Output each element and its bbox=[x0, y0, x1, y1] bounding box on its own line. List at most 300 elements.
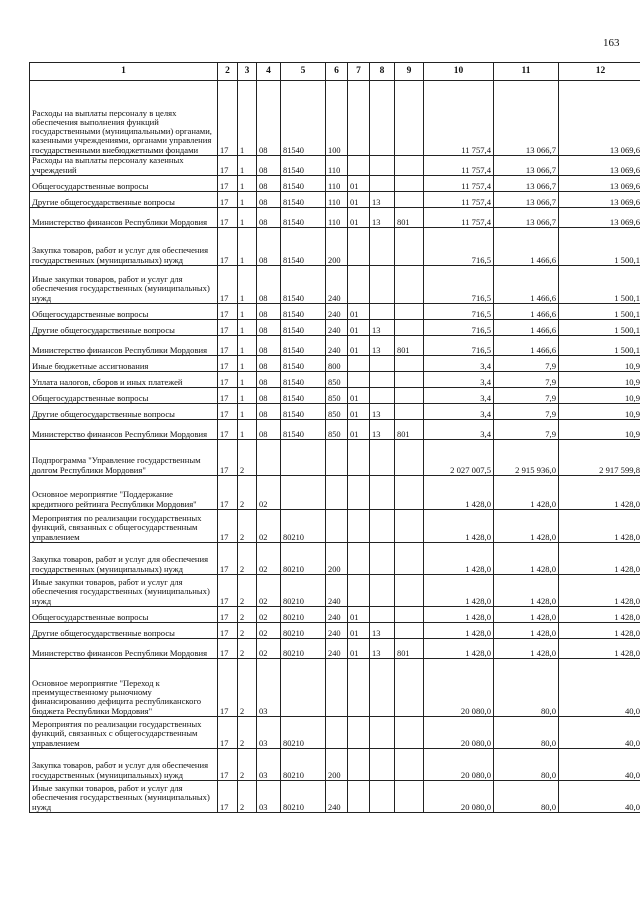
code-cell-9 bbox=[395, 510, 424, 543]
code-cell-2: 17 bbox=[218, 208, 238, 228]
code-cell-5: 81540 bbox=[281, 420, 326, 440]
code-cell-6: 200 bbox=[326, 543, 348, 575]
code-cell-4: 08 bbox=[257, 404, 281, 420]
code-cell-2: 17 bbox=[218, 81, 238, 156]
code-cell-7 bbox=[348, 543, 370, 575]
code-cell-7 bbox=[348, 510, 370, 543]
code-cell-6: 240 bbox=[326, 304, 348, 320]
code-cell-7: 01 bbox=[348, 420, 370, 440]
amount-cell-11: 1 466,6 bbox=[494, 228, 559, 266]
code-cell-6: 240 bbox=[326, 575, 348, 607]
code-cell-5: 80210 bbox=[281, 717, 326, 749]
code-cell-4: 08 bbox=[257, 420, 281, 440]
row-name-cell: Основное мероприятие "Переход к преимущественному рыночному финансированию дефицита республиканского бюджета Республики Мордовия" bbox=[30, 659, 218, 717]
code-cell-3: 1 bbox=[238, 356, 257, 372]
amount-cell-11: 80,0 bbox=[494, 717, 559, 749]
code-cell-3: 1 bbox=[238, 336, 257, 356]
code-cell-2: 17 bbox=[218, 320, 238, 336]
row-name-cell: Другие общегосударственные вопросы bbox=[30, 404, 218, 420]
code-cell-9 bbox=[395, 623, 424, 639]
code-cell-4: 08 bbox=[257, 176, 281, 192]
table-row bbox=[30, 372, 640, 388]
code-cell-3: 1 bbox=[238, 420, 257, 440]
code-cell-4: 02 bbox=[257, 639, 281, 659]
amount-cell-11: 80,0 bbox=[494, 659, 559, 717]
code-cell-6: 110 bbox=[326, 176, 348, 192]
code-cell-2: 17 bbox=[218, 336, 238, 356]
code-cell-8 bbox=[370, 388, 395, 404]
code-cell-9 bbox=[395, 176, 424, 192]
amount-cell-12: 1 500,1 bbox=[559, 320, 640, 336]
table-row bbox=[30, 440, 640, 476]
amount-cell-12: 13 069,6 bbox=[559, 176, 640, 192]
code-cell-8 bbox=[370, 575, 395, 607]
code-cell-4: 08 bbox=[257, 304, 281, 320]
code-cell-9: 801 bbox=[395, 208, 424, 228]
amount-cell-11: 80,0 bbox=[494, 749, 559, 781]
code-cell-9: 801 bbox=[395, 336, 424, 356]
column-header: 11 bbox=[494, 63, 559, 81]
amount-cell-10: 1 428,0 bbox=[424, 623, 494, 639]
code-cell-5: 81540 bbox=[281, 156, 326, 176]
amount-cell-12: 1 428,0 bbox=[559, 639, 640, 659]
amount-cell-10: 3,4 bbox=[424, 420, 494, 440]
amount-cell-12: 1 428,0 bbox=[559, 543, 640, 575]
code-cell-9 bbox=[395, 320, 424, 336]
code-cell-2: 17 bbox=[218, 476, 238, 510]
amount-cell-12: 10,9 bbox=[559, 420, 640, 440]
code-cell-7 bbox=[348, 781, 370, 813]
code-cell-9 bbox=[395, 440, 424, 476]
code-cell-4: 08 bbox=[257, 228, 281, 266]
code-cell-6: 850 bbox=[326, 420, 348, 440]
row-name-cell: Общегосударственные вопросы bbox=[30, 607, 218, 623]
code-cell-7 bbox=[348, 440, 370, 476]
code-cell-4: 02 bbox=[257, 607, 281, 623]
code-cell-8 bbox=[370, 156, 395, 176]
code-cell-5: 81540 bbox=[281, 404, 326, 420]
code-cell-3: 2 bbox=[238, 623, 257, 639]
code-cell-3: 1 bbox=[238, 81, 257, 156]
code-cell-9 bbox=[395, 81, 424, 156]
amount-cell-11: 1 428,0 bbox=[494, 623, 559, 639]
column-header: 1 bbox=[30, 63, 218, 81]
table-row bbox=[30, 543, 640, 575]
table-row bbox=[30, 575, 640, 607]
code-cell-2: 17 bbox=[218, 717, 238, 749]
row-name-cell: Иные закупки товаров, работ и услуг для обеспечения государственных (муниципальных) нужд bbox=[30, 266, 218, 304]
code-cell-3: 2 bbox=[238, 717, 257, 749]
table-row bbox=[30, 420, 640, 440]
amount-cell-12: 1 428,0 bbox=[559, 575, 640, 607]
column-header: 12 bbox=[559, 63, 640, 81]
code-cell-5: 80210 bbox=[281, 749, 326, 781]
amount-cell-10: 1 428,0 bbox=[424, 607, 494, 623]
code-cell-2: 17 bbox=[218, 440, 238, 476]
code-cell-5: 80210 bbox=[281, 607, 326, 623]
amount-cell-10: 2 027 007,5 bbox=[424, 440, 494, 476]
amount-cell-10: 1 428,0 bbox=[424, 575, 494, 607]
table-header-row bbox=[30, 63, 640, 81]
code-cell-7: 01 bbox=[348, 388, 370, 404]
code-cell-5: 81540 bbox=[281, 192, 326, 208]
code-cell-7 bbox=[348, 717, 370, 749]
code-cell-2: 17 bbox=[218, 156, 238, 176]
code-cell-3: 1 bbox=[238, 304, 257, 320]
amount-cell-10: 11 757,4 bbox=[424, 81, 494, 156]
code-cell-2: 17 bbox=[218, 659, 238, 717]
code-cell-5: 81540 bbox=[281, 81, 326, 156]
amount-cell-12: 1 500,1 bbox=[559, 304, 640, 320]
code-cell-4: 08 bbox=[257, 156, 281, 176]
code-cell-7 bbox=[348, 81, 370, 156]
amount-cell-11: 2 915 936,0 bbox=[494, 440, 559, 476]
code-cell-8 bbox=[370, 304, 395, 320]
code-cell-9 bbox=[395, 476, 424, 510]
amount-cell-11: 13 066,7 bbox=[494, 176, 559, 192]
amount-cell-11: 1 428,0 bbox=[494, 510, 559, 543]
amount-cell-10: 11 757,4 bbox=[424, 208, 494, 228]
code-cell-8: 13 bbox=[370, 208, 395, 228]
code-cell-2: 17 bbox=[218, 372, 238, 388]
amount-cell-11: 13 066,7 bbox=[494, 156, 559, 176]
code-cell-3: 1 bbox=[238, 156, 257, 176]
code-cell-4: 02 bbox=[257, 575, 281, 607]
code-cell-5: 81540 bbox=[281, 176, 326, 192]
amount-cell-12: 10,9 bbox=[559, 404, 640, 420]
code-cell-6: 240 bbox=[326, 781, 348, 813]
amount-cell-10: 3,4 bbox=[424, 388, 494, 404]
code-cell-3: 2 bbox=[238, 543, 257, 575]
code-cell-6: 200 bbox=[326, 228, 348, 266]
amount-cell-10: 1 428,0 bbox=[424, 510, 494, 543]
row-name-cell: Расходы на выплаты персоналу казенных учреждений bbox=[30, 156, 218, 176]
code-cell-6: 800 bbox=[326, 356, 348, 372]
amount-cell-10: 716,5 bbox=[424, 304, 494, 320]
code-cell-2: 17 bbox=[218, 304, 238, 320]
code-cell-6: 240 bbox=[326, 639, 348, 659]
code-cell-5: 80210 bbox=[281, 623, 326, 639]
row-name-cell: Министерство финансов Республики Мордовия bbox=[30, 336, 218, 356]
amount-cell-11: 7,9 bbox=[494, 372, 559, 388]
code-cell-8: 13 bbox=[370, 623, 395, 639]
code-cell-5: 81540 bbox=[281, 304, 326, 320]
table-row bbox=[30, 208, 640, 228]
code-cell-8: 13 bbox=[370, 192, 395, 208]
code-cell-5: 81540 bbox=[281, 208, 326, 228]
code-cell-4: 03 bbox=[257, 717, 281, 749]
code-cell-8 bbox=[370, 440, 395, 476]
code-cell-8: 13 bbox=[370, 420, 395, 440]
code-cell-3: 1 bbox=[238, 228, 257, 266]
code-cell-7 bbox=[348, 659, 370, 717]
code-cell-3: 2 bbox=[238, 659, 257, 717]
code-cell-4: 08 bbox=[257, 372, 281, 388]
code-cell-7: 01 bbox=[348, 320, 370, 336]
code-cell-9 bbox=[395, 575, 424, 607]
column-header: 3 bbox=[238, 63, 257, 81]
code-cell-4: 08 bbox=[257, 320, 281, 336]
code-cell-5 bbox=[281, 659, 326, 717]
amount-cell-11: 1 428,0 bbox=[494, 575, 559, 607]
amount-cell-10: 1 428,0 bbox=[424, 476, 494, 510]
row-name-cell: Расходы на выплаты персоналу в целях обеспечения выполнения функций государственными (муниципальными) органами, казенными учреждениями, органами управления государственными внебюджетными фондами bbox=[30, 81, 218, 156]
row-name-cell: Иные закупки товаров, работ и услуг для обеспечения государственных (муниципальных) нужд bbox=[30, 781, 218, 813]
table-row bbox=[30, 81, 640, 156]
code-cell-6: 240 bbox=[326, 607, 348, 623]
code-cell-5: 81540 bbox=[281, 388, 326, 404]
amount-cell-11: 7,9 bbox=[494, 420, 559, 440]
amount-cell-11: 80,0 bbox=[494, 781, 559, 813]
code-cell-4: 08 bbox=[257, 81, 281, 156]
code-cell-6: 110 bbox=[326, 156, 348, 176]
code-cell-8 bbox=[370, 266, 395, 304]
code-cell-2: 17 bbox=[218, 510, 238, 543]
column-header: 8 bbox=[370, 63, 395, 81]
code-cell-7 bbox=[348, 749, 370, 781]
row-name-cell: Закупка товаров, работ и услуг для обеспечения государственных (муниципальных) нужд bbox=[30, 749, 218, 781]
code-cell-4: 08 bbox=[257, 388, 281, 404]
code-cell-2: 17 bbox=[218, 607, 238, 623]
code-cell-3: 2 bbox=[238, 575, 257, 607]
table-row bbox=[30, 156, 640, 176]
amount-cell-11: 7,9 bbox=[494, 404, 559, 420]
page-number: 163 bbox=[603, 37, 620, 49]
row-name-cell: Другие общегосударственные вопросы bbox=[30, 623, 218, 639]
code-cell-9 bbox=[395, 228, 424, 266]
amount-cell-12: 10,9 bbox=[559, 372, 640, 388]
code-cell-3: 1 bbox=[238, 176, 257, 192]
code-cell-5: 81540 bbox=[281, 336, 326, 356]
code-cell-8 bbox=[370, 81, 395, 156]
amount-cell-10: 716,5 bbox=[424, 336, 494, 356]
code-cell-6: 240 bbox=[326, 336, 348, 356]
amount-cell-11: 1 466,6 bbox=[494, 320, 559, 336]
code-cell-8 bbox=[370, 476, 395, 510]
code-cell-4: 03 bbox=[257, 659, 281, 717]
table-row bbox=[30, 639, 640, 659]
table-row bbox=[30, 781, 640, 813]
code-cell-9 bbox=[395, 543, 424, 575]
code-cell-7: 01 bbox=[348, 336, 370, 356]
table-row bbox=[30, 717, 640, 749]
amount-cell-10: 11 757,4 bbox=[424, 156, 494, 176]
code-cell-4: 08 bbox=[257, 208, 281, 228]
amount-cell-12: 13 069,6 bbox=[559, 81, 640, 156]
row-name-cell: Закупка товаров, работ и услуг для обеспечения государственных (муниципальных) нужд bbox=[30, 543, 218, 575]
amount-cell-10: 1 428,0 bbox=[424, 639, 494, 659]
table-row bbox=[30, 228, 640, 266]
amount-cell-11: 1 428,0 bbox=[494, 543, 559, 575]
table-row bbox=[30, 304, 640, 320]
code-cell-2: 17 bbox=[218, 356, 238, 372]
table-row bbox=[30, 607, 640, 623]
code-cell-9 bbox=[395, 156, 424, 176]
table-row bbox=[30, 659, 640, 717]
code-cell-9: 801 bbox=[395, 639, 424, 659]
row-name-cell: Министерство финансов Республики Мордовия bbox=[30, 208, 218, 228]
row-name-cell: Другие общегосударственные вопросы bbox=[30, 192, 218, 208]
code-cell-7 bbox=[348, 476, 370, 510]
table-row bbox=[30, 336, 640, 356]
table-row bbox=[30, 356, 640, 372]
amount-cell-10: 11 757,4 bbox=[424, 192, 494, 208]
code-cell-7: 01 bbox=[348, 304, 370, 320]
amount-cell-12: 13 069,6 bbox=[559, 156, 640, 176]
code-cell-3: 1 bbox=[238, 320, 257, 336]
code-cell-4: 08 bbox=[257, 192, 281, 208]
code-cell-5: 81540 bbox=[281, 266, 326, 304]
table-row bbox=[30, 320, 640, 336]
row-name-cell: Другие общегосударственные вопросы bbox=[30, 320, 218, 336]
row-name-cell: Мероприятия по реализации государственных функций, связанных с общегосударственным управлением bbox=[30, 717, 218, 749]
code-cell-2: 17 bbox=[218, 388, 238, 404]
amount-cell-12: 1 428,0 bbox=[559, 476, 640, 510]
amount-cell-10: 716,5 bbox=[424, 266, 494, 304]
code-cell-6: 850 bbox=[326, 388, 348, 404]
code-cell-2: 17 bbox=[218, 781, 238, 813]
code-cell-5: 81540 bbox=[281, 356, 326, 372]
row-name-cell: Иные бюджетные ассигнования bbox=[30, 356, 218, 372]
amount-cell-11: 1 428,0 bbox=[494, 639, 559, 659]
code-cell-8 bbox=[370, 781, 395, 813]
table-row bbox=[30, 476, 640, 510]
amount-cell-10: 20 080,0 bbox=[424, 749, 494, 781]
code-cell-3: 2 bbox=[238, 440, 257, 476]
code-cell-2: 17 bbox=[218, 749, 238, 781]
amount-cell-11: 13 066,7 bbox=[494, 208, 559, 228]
amount-cell-12: 1 428,0 bbox=[559, 607, 640, 623]
code-cell-8 bbox=[370, 356, 395, 372]
code-cell-3: 2 bbox=[238, 510, 257, 543]
amount-cell-10: 3,4 bbox=[424, 404, 494, 420]
code-cell-4: 02 bbox=[257, 510, 281, 543]
column-header: 6 bbox=[326, 63, 348, 81]
column-header: 7 bbox=[348, 63, 370, 81]
code-cell-3: 1 bbox=[238, 266, 257, 304]
row-name-cell: Министерство финансов Республики Мордовия bbox=[30, 420, 218, 440]
code-cell-9 bbox=[395, 388, 424, 404]
amount-cell-12: 2 917 599,8 bbox=[559, 440, 640, 476]
code-cell-2: 17 bbox=[218, 543, 238, 575]
code-cell-3: 2 bbox=[238, 639, 257, 659]
column-header: 4 bbox=[257, 63, 281, 81]
row-name-cell: Общегосударственные вопросы bbox=[30, 304, 218, 320]
code-cell-2: 17 bbox=[218, 404, 238, 420]
code-cell-6: 200 bbox=[326, 749, 348, 781]
column-header: 2 bbox=[218, 63, 238, 81]
row-name-cell: Подпрограмма "Управление государственным долгом Республики Мордовия" bbox=[30, 440, 218, 476]
code-cell-6: 100 bbox=[326, 81, 348, 156]
amount-cell-10: 716,5 bbox=[424, 320, 494, 336]
code-cell-7: 01 bbox=[348, 623, 370, 639]
code-cell-3: 1 bbox=[238, 404, 257, 420]
code-cell-8 bbox=[370, 176, 395, 192]
code-cell-6: 240 bbox=[326, 623, 348, 639]
code-cell-7 bbox=[348, 228, 370, 266]
code-cell-7: 01 bbox=[348, 639, 370, 659]
amount-cell-12: 1 500,1 bbox=[559, 228, 640, 266]
code-cell-5: 81540 bbox=[281, 372, 326, 388]
code-cell-8 bbox=[370, 228, 395, 266]
amount-cell-12: 40,0 bbox=[559, 749, 640, 781]
code-cell-6 bbox=[326, 659, 348, 717]
code-cell-7 bbox=[348, 266, 370, 304]
code-cell-5: 81540 bbox=[281, 228, 326, 266]
code-cell-3: 2 bbox=[238, 749, 257, 781]
row-name-cell: Общегосударственные вопросы bbox=[30, 388, 218, 404]
amount-cell-10: 20 080,0 bbox=[424, 717, 494, 749]
code-cell-3: 1 bbox=[238, 372, 257, 388]
code-cell-9 bbox=[395, 266, 424, 304]
amount-cell-11: 7,9 bbox=[494, 388, 559, 404]
code-cell-2: 17 bbox=[218, 228, 238, 266]
table-row bbox=[30, 176, 640, 192]
column-header: 10 bbox=[424, 63, 494, 81]
amount-cell-12: 10,9 bbox=[559, 388, 640, 404]
code-cell-8 bbox=[370, 510, 395, 543]
amount-cell-11: 1 428,0 bbox=[494, 607, 559, 623]
amount-cell-10: 716,5 bbox=[424, 228, 494, 266]
code-cell-3: 2 bbox=[238, 476, 257, 510]
code-cell-9: 801 bbox=[395, 420, 424, 440]
table-row bbox=[30, 192, 640, 208]
table-row bbox=[30, 266, 640, 304]
amount-cell-11: 13 066,7 bbox=[494, 192, 559, 208]
code-cell-7 bbox=[348, 372, 370, 388]
code-cell-5: 80210 bbox=[281, 510, 326, 543]
code-cell-7 bbox=[348, 356, 370, 372]
code-cell-6: 110 bbox=[326, 208, 348, 228]
code-cell-5: 80210 bbox=[281, 575, 326, 607]
amount-cell-10: 11 757,4 bbox=[424, 176, 494, 192]
code-cell-2: 17 bbox=[218, 623, 238, 639]
row-name-cell: Уплата налогов, сборов и иных платежей bbox=[30, 372, 218, 388]
amount-cell-12: 40,0 bbox=[559, 659, 640, 717]
code-cell-6: 850 bbox=[326, 372, 348, 388]
column-header: 9 bbox=[395, 63, 424, 81]
row-name-cell: Министерство финансов Республики Мордовия bbox=[30, 639, 218, 659]
amount-cell-12: 1 428,0 bbox=[559, 623, 640, 639]
code-cell-9 bbox=[395, 659, 424, 717]
code-cell-3: 1 bbox=[238, 192, 257, 208]
code-cell-7: 01 bbox=[348, 607, 370, 623]
amount-cell-12: 1 500,1 bbox=[559, 336, 640, 356]
row-name-cell: Закупка товаров, работ и услуг для обеспечения государственных (муниципальных) нужд bbox=[30, 228, 218, 266]
amount-cell-10: 3,4 bbox=[424, 356, 494, 372]
amount-cell-11: 1 466,6 bbox=[494, 336, 559, 356]
code-cell-5: 80210 bbox=[281, 543, 326, 575]
code-cell-6 bbox=[326, 440, 348, 476]
code-cell-8 bbox=[370, 659, 395, 717]
code-cell-7: 01 bbox=[348, 404, 370, 420]
code-cell-4: 08 bbox=[257, 336, 281, 356]
code-cell-6: 240 bbox=[326, 320, 348, 336]
code-cell-6 bbox=[326, 476, 348, 510]
code-cell-6 bbox=[326, 717, 348, 749]
code-cell-8 bbox=[370, 749, 395, 781]
code-cell-6: 240 bbox=[326, 266, 348, 304]
code-cell-7: 01 bbox=[348, 208, 370, 228]
code-cell-2: 17 bbox=[218, 639, 238, 659]
column-header: 5 bbox=[281, 63, 326, 81]
code-cell-2: 17 bbox=[218, 192, 238, 208]
code-cell-5 bbox=[281, 440, 326, 476]
code-cell-8: 13 bbox=[370, 639, 395, 659]
code-cell-4 bbox=[257, 440, 281, 476]
row-name-cell: Иные закупки товаров, работ и услуг для обеспечения государственных (муниципальных) нужд bbox=[30, 575, 218, 607]
code-cell-8: 13 bbox=[370, 336, 395, 356]
